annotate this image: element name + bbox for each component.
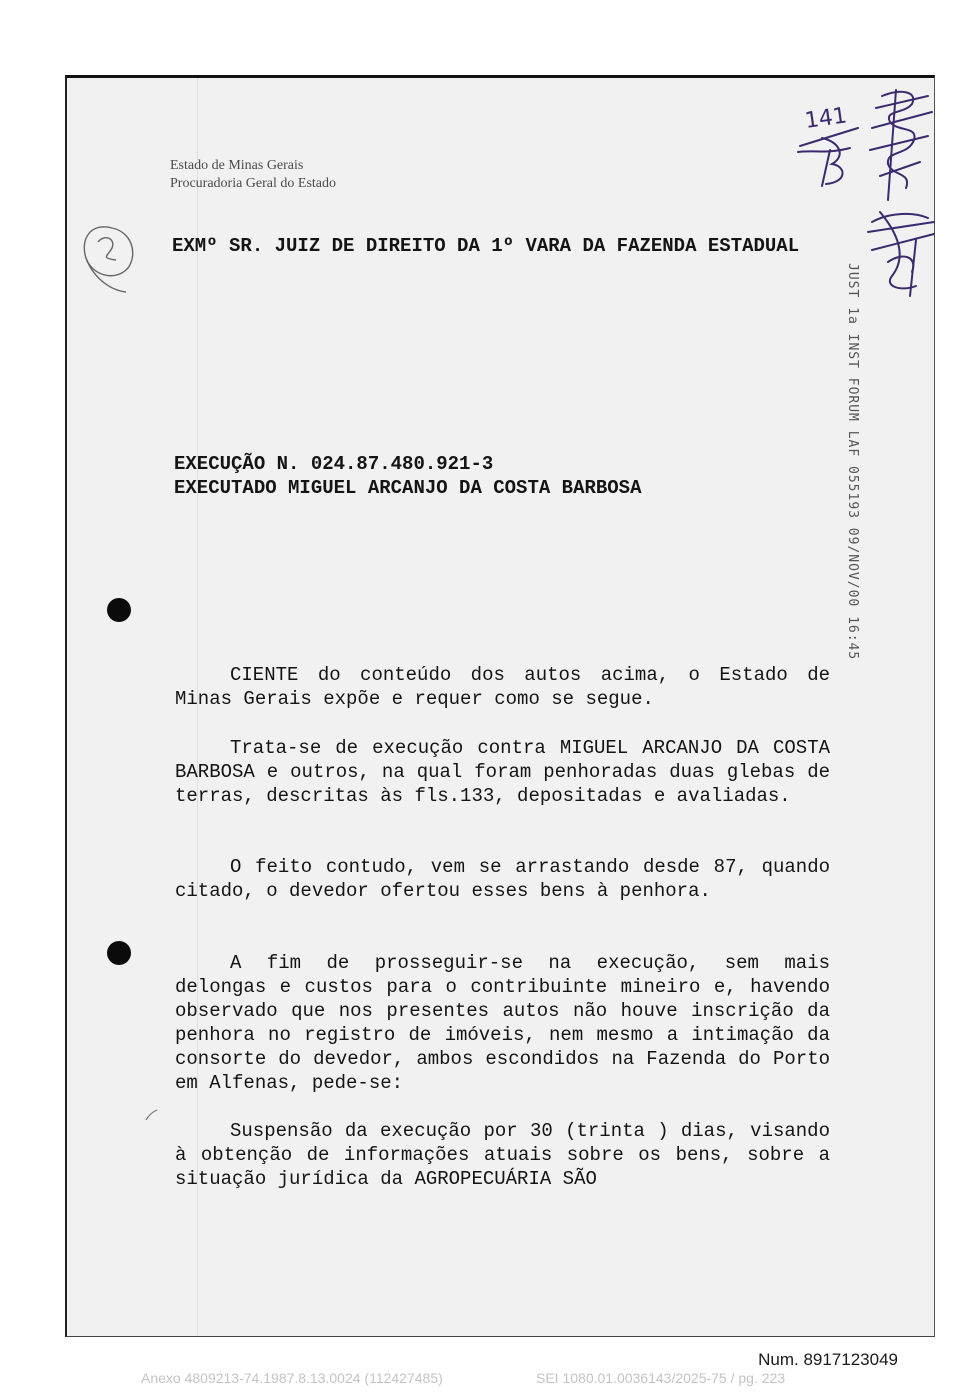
debtor-name: EXECUTADO MIGUEL ARCANJO DA COSTA BARBOSA — [174, 477, 642, 499]
paragraph-3: O feito contudo, vem se arrastando desde 87, quando citado, o devedor ofertou esses bens à penhora. — [175, 856, 830, 902]
paragraph-4: A fim de prosseguir-se na execução, sem mais delongas e custos para o contribuinte mineiro e, havendo observado que nos presentes autos não houve inscrição da penhora no registro de imóveis, nem mesmo a intimação da consorte do devedor, ambos escondidos na Fazenda do Porto em Alfenas, pede-se: — [175, 952, 830, 1094]
paragraph-5: Suspensão da execução por 30 (trinta ) dias, visando à obtenção de informações atuais sobre os bens, sobre a situação jurídica da AGROPECUÁRIA SÃO — [175, 1120, 830, 1190]
court-receipt-stamp: JUST 1a INST FORUM LAF 055193 09/NOV/00 16:45 — [845, 263, 860, 661]
paragraph-1: CIENTE do conteúdo dos autos acima, o Estado de Minas Gerais expõe e requer como se segue. — [175, 664, 830, 710]
letterhead-state: Estado de Minas Gerais — [170, 158, 304, 173]
circled-number-mark — [84, 227, 132, 292]
pen-tick-mark — [146, 1110, 157, 1120]
letterhead-office: Procuradoria Geral do Estado — [170, 176, 336, 191]
execution-number: EXECUÇÃO N. 024.87.480.921-3 — [174, 453, 494, 475]
folio-number-text: 141 — [803, 103, 849, 134]
document-number: Num. 8917123049 — [758, 1350, 898, 1369]
footer-annex: Anexo 4809213-74.1987.8.13.0024 (112427485) — [141, 1370, 443, 1386]
footer-sei: SEI 1080.01.0036143/2025-75 / pg. 223 — [536, 1370, 786, 1386]
handwritten-folio-141 — [798, 103, 858, 186]
paragraph-2: Trata-se de execução contra MIGUEL ARCANJO DA COSTA BARBOSA e outros, na qual foram penhoradas duas glebas de terras, descritas às fls.133, depositadas e avaliadas. — [175, 737, 830, 807]
addressee: EXMº SR. JUIZ DE DIREITO DA 1º VARA DA FAZENDA ESTADUAL — [172, 235, 800, 257]
crossed-out-folio-marks — [868, 90, 934, 296]
